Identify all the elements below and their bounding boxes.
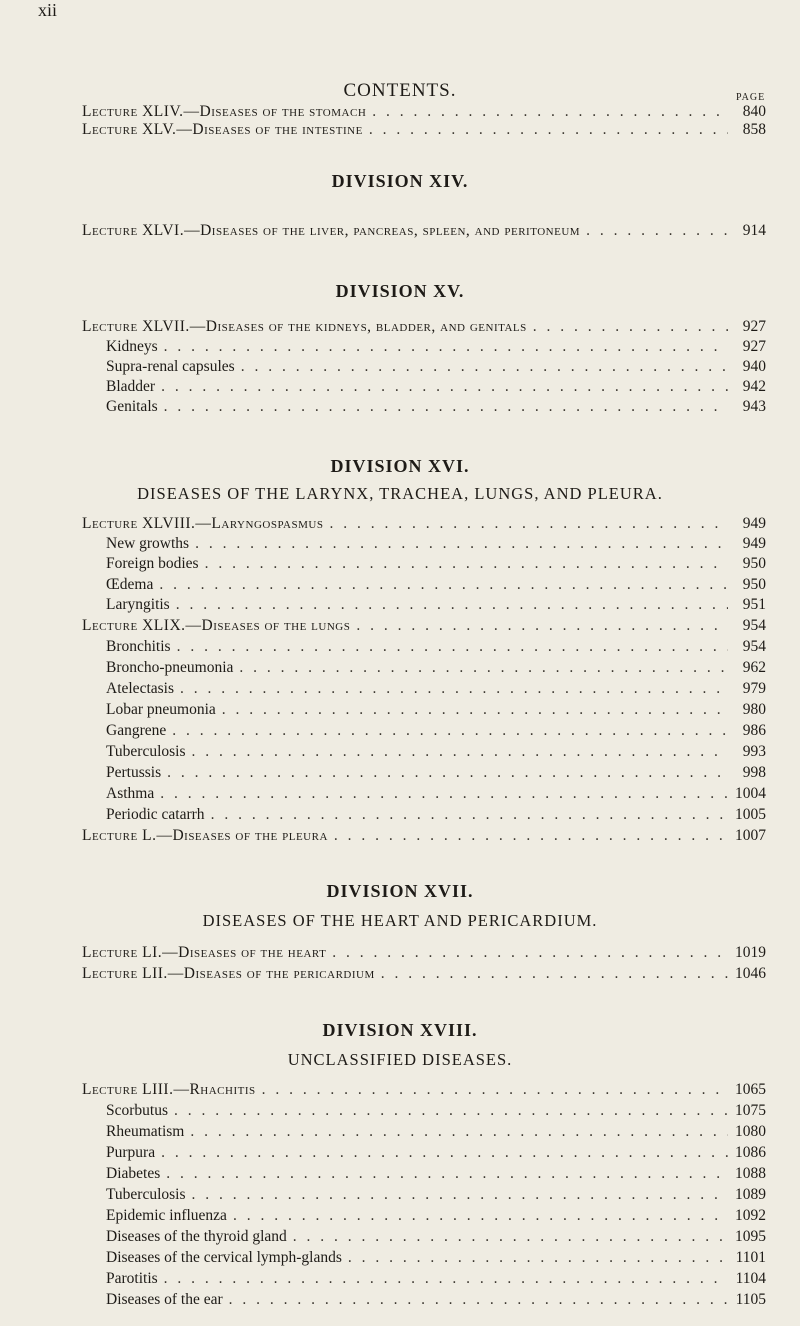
toc-entry-page: 950	[742, 555, 766, 572]
dot-leader	[262, 1081, 728, 1099]
toc-entry-label: Lecture LII.—Diseases of the pericardium	[82, 965, 375, 982]
toc-entry-page: 1092	[735, 1207, 766, 1224]
toc-entry-page: 979	[742, 680, 766, 697]
toc-entry-page: 1104	[735, 1270, 766, 1287]
toc-entry[interactable]	[106, 1186, 766, 1206]
toc-entry-label: Diseases of the cervical lymph-glands	[106, 1249, 342, 1266]
toc-entry[interactable]	[106, 576, 766, 596]
toc-entry-page: 1088	[735, 1165, 766, 1182]
toc-entry-page: 1089	[735, 1186, 766, 1203]
toc-entry[interactable]	[106, 1165, 766, 1185]
dot-leader	[160, 785, 728, 803]
dot-leader	[293, 1228, 728, 1246]
toc-entry-page: 1095	[735, 1228, 766, 1245]
toc-entry[interactable]	[106, 1228, 766, 1248]
toc-entry[interactable]	[106, 555, 766, 575]
division-heading: DIVISION XVII.	[326, 881, 474, 901]
running-title: CONTENTS.	[343, 80, 457, 101]
toc-entry-page: 954	[742, 638, 766, 655]
toc-entry[interactable]	[82, 103, 766, 123]
dot-leader	[533, 318, 728, 336]
dot-leader	[205, 555, 728, 573]
dot-leader	[192, 1186, 728, 1204]
toc-entry-page: 954	[742, 617, 766, 634]
dot-leader	[334, 827, 728, 845]
toc-entry-page: 950	[742, 576, 766, 593]
toc-entry-page: 1065	[735, 1081, 766, 1098]
toc-entry[interactable]	[106, 1270, 766, 1290]
toc-entry-label: Genitals	[106, 398, 158, 415]
toc-entry[interactable]	[106, 680, 766, 700]
toc-entry-label: Lecture LI.—Diseases of the heart	[82, 944, 327, 961]
toc-entry-page: 962	[742, 659, 766, 676]
toc-entry-page: 949	[742, 515, 766, 532]
division-subject: DISEASES OF THE HEART AND PERICARDIUM.	[202, 911, 598, 930]
toc-entry-label: Pertussis	[106, 764, 162, 781]
toc-entry[interactable]	[106, 338, 766, 358]
toc-entry[interactable]	[106, 1207, 766, 1227]
toc-entry-page: 914	[742, 222, 766, 239]
toc-entry[interactable]	[106, 1291, 766, 1311]
toc-entry-label: Tuberculosis	[106, 743, 186, 760]
toc-entry-label: Diseases of the ear	[106, 1291, 223, 1308]
dot-leader	[161, 1144, 728, 1162]
page-number: xii	[38, 0, 58, 20]
toc-entry-page: 927	[742, 338, 766, 355]
dot-leader	[172, 722, 728, 740]
toc-entry-label: Bronchitis	[106, 638, 171, 655]
toc-entry-label: Bladder	[106, 378, 156, 395]
toc-entry-label: Lecture XLVII.—Diseases of the kidneys, bladder, and genitals	[82, 318, 527, 335]
toc-entry-label: Purpura	[106, 1144, 156, 1161]
toc-entry-page: 1046	[735, 965, 766, 982]
toc-entry[interactable]	[106, 785, 766, 805]
division-heading: DIVISION XIV.	[331, 171, 469, 191]
toc-entry-page: 1080	[735, 1123, 766, 1140]
toc-entry-page: 942	[742, 378, 766, 395]
toc-entry[interactable]	[106, 743, 766, 763]
toc-entry[interactable]	[106, 1102, 766, 1122]
toc-entry-label: New growths	[106, 535, 190, 552]
toc-entry-label: Diabetes	[106, 1165, 161, 1182]
toc-entry-label: Lecture XLVIII.—Laryngospasmus	[82, 515, 324, 532]
toc-entry[interactable]	[82, 1081, 766, 1101]
toc-entry-page: 927	[742, 318, 766, 335]
toc-entry-page: 1007	[735, 827, 766, 844]
dot-leader	[159, 576, 728, 594]
dot-leader	[195, 535, 728, 553]
toc-entry[interactable]	[106, 659, 766, 679]
toc-entry[interactable]	[106, 535, 766, 555]
toc-entry[interactable]	[82, 121, 766, 141]
dot-leader	[381, 965, 728, 983]
toc-entry-label: Lobar pneumonia	[106, 701, 216, 718]
toc-entry[interactable]	[106, 1123, 766, 1143]
toc-entry-page: 1004	[735, 785, 766, 802]
toc-entry-label: Gangrene	[106, 722, 167, 739]
dot-leader	[211, 806, 728, 824]
toc-entry-page: 1075	[735, 1102, 766, 1119]
dot-leader	[180, 680, 728, 698]
dot-leader	[177, 638, 728, 656]
dot-leader	[167, 764, 728, 782]
toc-entry-page: 1105	[735, 1291, 766, 1308]
toc-entry[interactable]	[82, 222, 766, 242]
dot-leader	[161, 378, 728, 396]
dot-leader	[190, 1123, 728, 1141]
toc-entry[interactable]	[82, 617, 766, 637]
toc-entry-page: 993	[742, 743, 766, 760]
toc-entry[interactable]	[106, 358, 766, 378]
division-subject: DISEASES OF THE LARYNX, TRACHEA, LUNGS, AND PLEURA.	[137, 484, 663, 503]
toc-entry-label: Lecture LIII.—Rhachitis	[82, 1081, 256, 1098]
toc-entry-label: Broncho-pneumonia	[106, 659, 234, 676]
division-heading: DIVISION XV.	[335, 281, 465, 301]
division-subject: UNCLASSIFIED DISEASES.	[287, 1050, 513, 1069]
toc-entry-page: 980	[742, 701, 766, 718]
dot-leader	[164, 1270, 728, 1288]
toc-entry-label: Foreign bodies	[106, 555, 199, 572]
dot-leader	[233, 1207, 728, 1225]
toc-entry-page: 986	[742, 722, 766, 739]
toc-entry-page: 949	[742, 535, 766, 552]
toc-entry[interactable]	[82, 515, 766, 535]
dot-leader	[369, 121, 728, 139]
toc-entry[interactable]	[106, 701, 766, 721]
dot-leader	[164, 338, 728, 356]
toc-entry-page: 840	[742, 103, 766, 120]
toc-entry[interactable]	[106, 1249, 766, 1269]
toc-entry[interactable]	[82, 827, 766, 847]
dot-leader	[229, 1291, 728, 1309]
toc-entry-label: Atelectasis	[106, 680, 175, 697]
toc-entry-label: Asthma	[106, 785, 155, 802]
toc-entry-label: Epidemic influenza	[106, 1207, 227, 1224]
toc-entry-label: Supra-renal capsules	[106, 358, 235, 375]
toc-entry-label: Periodic catarrh	[106, 806, 205, 823]
toc-entry[interactable]	[106, 398, 766, 418]
toc-entry-label: Lecture L.—Diseases of the pleura	[82, 827, 328, 844]
toc-entry-page: 1019	[735, 944, 766, 961]
dot-leader	[166, 1165, 728, 1183]
toc-entry[interactable]	[106, 378, 766, 398]
toc-entry-page: 858	[742, 121, 766, 138]
toc-entry-label: Kidneys	[106, 338, 158, 355]
toc-entry[interactable]	[106, 1144, 766, 1164]
toc-entry[interactable]	[106, 596, 766, 616]
dot-leader	[222, 701, 728, 719]
toc-entry-label: Rheumatism	[106, 1123, 185, 1140]
dot-leader	[241, 358, 728, 376]
toc-entry-label: Lecture XLIX.—Diseases of the lungs	[82, 617, 351, 634]
dot-leader	[174, 1102, 728, 1120]
toc-entry-label: Lecture XLVI.—Diseases of the liver, pancreas, spleen, and peritoneum	[82, 222, 581, 239]
toc-entry[interactable]	[106, 764, 766, 784]
toc-entry[interactable]	[106, 638, 766, 658]
toc-entry-page: 1086	[735, 1144, 766, 1161]
division-heading: DIVISION XVI.	[330, 456, 470, 476]
toc-entry-page: 998	[742, 764, 766, 781]
toc-entry[interactable]	[82, 944, 766, 964]
dot-leader	[348, 1249, 728, 1267]
dot-leader	[239, 659, 728, 677]
dot-leader	[176, 596, 728, 614]
toc-entry-label: Diseases of the thyroid gland	[106, 1228, 287, 1245]
toc-entry-label: Lecture XLIV.—Diseases of the stomach	[82, 103, 367, 120]
toc-entry[interactable]	[106, 722, 766, 742]
dot-leader	[332, 944, 728, 962]
toc-entry-page: 1005	[735, 806, 766, 823]
toc-entry[interactable]	[82, 318, 766, 338]
toc-entry-page: 943	[742, 398, 766, 415]
dot-leader	[192, 743, 728, 761]
toc-entry-label: Scorbutus	[106, 1102, 168, 1119]
toc-entry[interactable]	[82, 965, 766, 985]
toc-entry-label: Lecture XLV.—Diseases of the intestine	[82, 121, 363, 138]
page-column-label: PAGE	[736, 92, 766, 103]
toc-entry-page: 940	[742, 358, 766, 375]
toc-entry-page: 1101	[735, 1249, 766, 1266]
toc-entry-page: 951	[742, 596, 766, 613]
dot-leader	[356, 617, 728, 635]
division-heading: DIVISION XVIII.	[322, 1020, 478, 1040]
toc-entry-label: Œdema	[106, 576, 154, 593]
dot-leader	[164, 398, 728, 416]
toc-entry[interactable]	[106, 806, 766, 826]
dot-leader	[586, 222, 728, 240]
toc-entry-label: Parotitis	[106, 1270, 158, 1287]
dot-leader	[372, 103, 728, 121]
toc-entry-label: Tuberculosis	[106, 1186, 186, 1203]
dot-leader	[329, 515, 728, 533]
toc-entry-label: Laryngitis	[106, 596, 170, 613]
